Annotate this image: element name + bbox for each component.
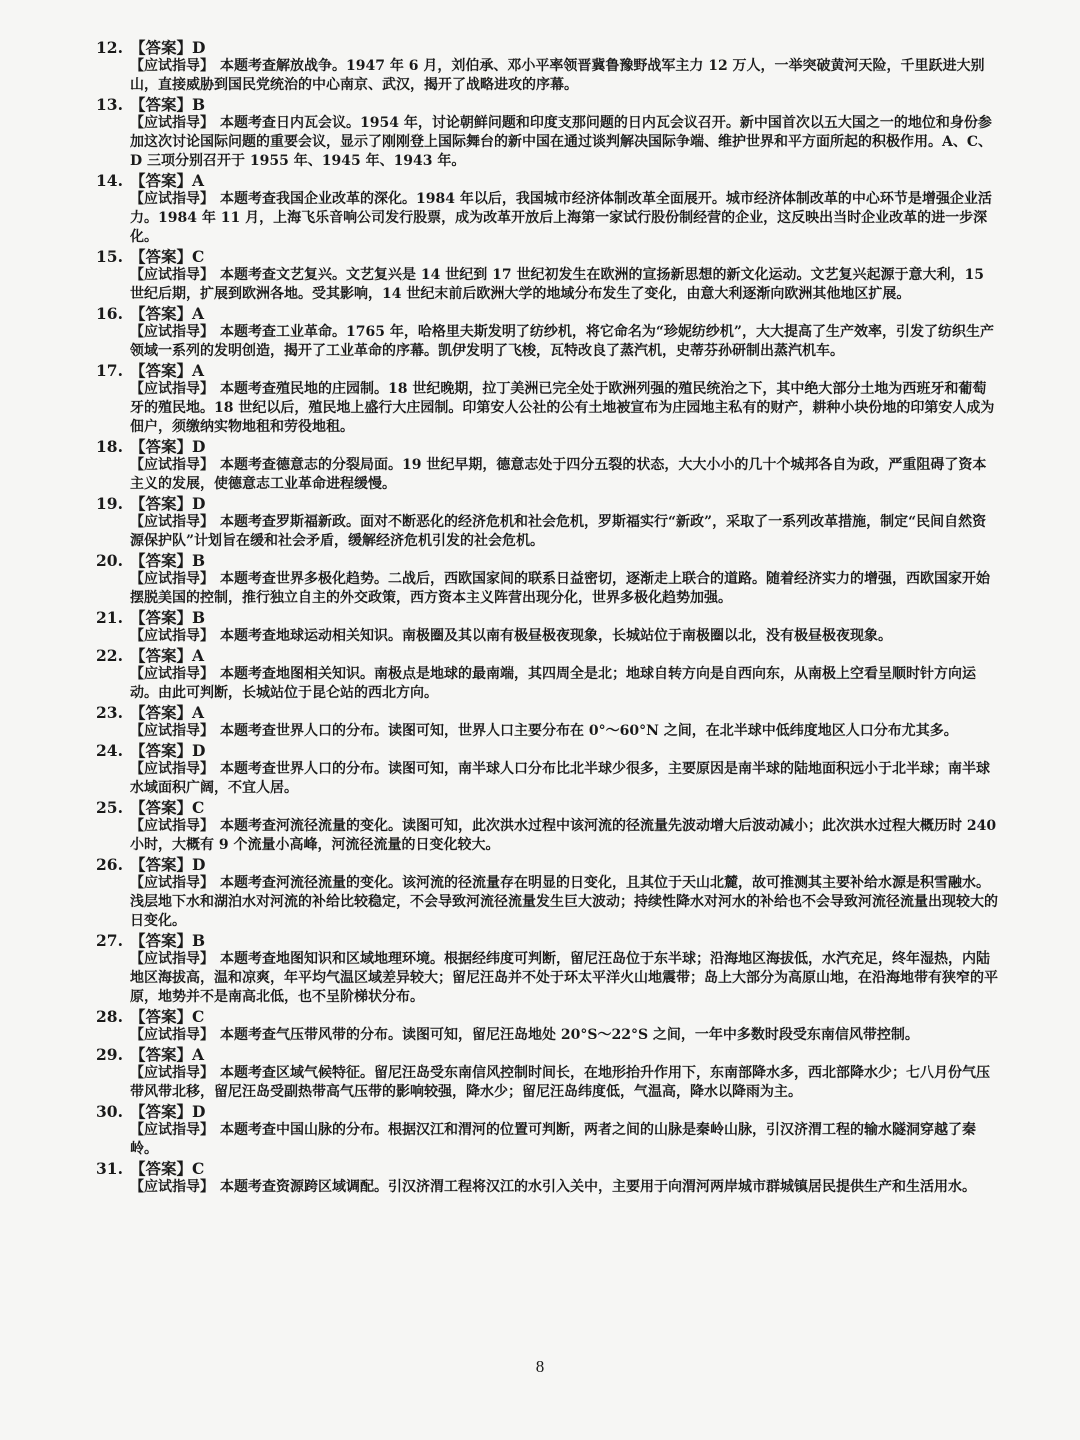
answer-choice: C (192, 247, 205, 266)
guide-label: 【应试指导】 (130, 1179, 214, 1195)
guide-text: 本题考查河流径流量的变化。读图可知，此次洪水过程中该河流的径流量先波动增大后波动减小；此次洪水过程大概历时 240 小时，大概有 9 个流量小高峰，河流径流量的日变化较大。 (130, 818, 997, 853)
answer-item (96, 361, 998, 437)
answer-choice: A (192, 171, 205, 190)
answer-choice: B (192, 608, 206, 627)
question-number: 23. (96, 703, 123, 722)
guide-label: 【应试指导】 (130, 1065, 214, 1081)
guide-paragraph (96, 665, 998, 703)
answer-item (96, 798, 998, 855)
answer-choice: A (192, 1045, 205, 1064)
question-number: 17. (96, 361, 123, 380)
page-number: 8 (535, 1357, 545, 1376)
guide-label: 【应试指导】 (130, 514, 214, 530)
guide-label: 【应试指导】 (130, 723, 214, 739)
answer-label: 【答案】 (130, 1007, 193, 1026)
question-number: 26. (96, 855, 123, 874)
question-number: 15. (96, 247, 123, 266)
answer-item (96, 1159, 998, 1197)
answer-choice: A (192, 361, 205, 380)
answer-label: 【答案】 (130, 703, 193, 722)
guide-paragraph (96, 1026, 998, 1045)
guide-text: 本题考查世界人口的分布。读图可知，世界人口主要分布在 0°～60°N 之间，在北半球中低纬度地区人口分布尤其多。 (220, 723, 958, 739)
answer-line (96, 855, 998, 874)
guide-text: 本题考查罗斯福新政。面对不断恶化的经济危机和社会危机，罗斯福实行“新政”，采取了一系列改革措施，制定“民间自然资源保护队”计划旨在缓和社会矛盾，缓解经济危机引发的社会危机。 (130, 514, 987, 549)
guide-text: 本题考查中国山脉的分布。根据汉江和渭河的位置可判断，两者之间的山脉是秦岭山脉，引汉济渭工程的输水隧洞穿越了秦岭。 (130, 1122, 976, 1157)
guide-text: 本题考查日内瓦会议。1954 年，讨论朝鲜问题和印度支那问题的日内瓦会议召开。新中国首次以五大国之一的地位和身份参加这次讨论国际问题的重要会议，显示了刚刚登上国际舞台的新中国在通过谈判解决国际争端、维护世界和平方面所起的积极作用。A、C、D 三项分别召开于 1955 年、1945 年、1943 年。 (130, 115, 993, 169)
guide-text: 本题考查世界人口的分布。读图可知，南半球人口分布比北半球少很多，主要原因是南半球的陆地面积远小于北半球；南半球水域面积广阔，不宜人居。 (130, 761, 990, 796)
guide-text: 本题考查工业革命。1765 年，哈格里夫斯发明了纺纱机，将它命名为“珍妮纺纱机”，大大提高了生产效率，引发了纺织生产领域一系列的发明创造，揭开了工业革命的序幕。凯伊发明了飞梭，瓦特改良了蒸汽机，史蒂芬孙研制出蒸汽机车。 (130, 324, 994, 359)
guide-label: 【应试指导】 (130, 1027, 214, 1043)
answer-choice: A (192, 304, 205, 323)
guide-paragraph (96, 570, 998, 608)
guide-label: 【应试指导】 (130, 115, 214, 131)
guide-paragraph (96, 760, 998, 798)
answer-label: 【答案】 (130, 361, 193, 380)
answer-item (96, 247, 998, 304)
answer-choice: B (192, 931, 206, 950)
guide-text: 本题考查气压带风带的分布。读图可知，留尼汪岛地处 20°S～22°S 之间，一年中多数时段受东南信风带控制。 (220, 1027, 919, 1043)
guide-paragraph (96, 1178, 998, 1197)
answer-label: 【答案】 (130, 95, 193, 114)
guide-text: 本题考查我国企业改革的深化。1984 年以后，我国城市经济体制改革全面展开。城市经济体制改革的中心环节是增强企业活力。1984 年 11 月，上海飞乐音响公司发行股票，成为改革开放后上海第一家试行股份制经营的企业，这反映出当时企业改革的进一步深化。 (130, 191, 992, 245)
answer-line (96, 494, 998, 513)
guide-text: 本题考查地球运动相关知识。南极圈及其以南有极昼极夜现象，长城站位于南极圈以北，没有极昼极夜现象。 (220, 628, 892, 644)
guide-label: 【应试指导】 (130, 381, 214, 397)
guide-label: 【应试指导】 (130, 58, 214, 74)
guide-label: 【应试指导】 (130, 324, 214, 340)
guide-text: 本题考查地图知识和区域地理环境。根据经纬度可判断，留尼汪岛位于东半球；沿海地区海拔低，水汽充足，终年湿热，内陆地区海拔高，温和凉爽，年平均气温区域差异较大；留尼汪岛并不处于环太平洋火山地震带；岛上大部分为高原山地，在沿海地带有狭窄的平原，地势并不是南高北低，也不呈阶梯状分布。 (130, 951, 998, 1005)
guide-text: 本题考查文艺复兴。文艺复兴是 14 世纪到 17 世纪初发生在欧洲的宣扬新思想的新文化运动。文艺复兴起源于意大利，15 世纪后期，扩展到欧洲各地。受其影响，14 世纪末前后欧洲大学的地域分布发生了变化，由意大利逐渐向欧洲其他地区扩展。 (130, 267, 984, 302)
answer-label: 【答案】 (130, 608, 193, 627)
answer-item (96, 304, 998, 361)
answer-item (96, 1007, 998, 1045)
guide-paragraph (96, 190, 998, 247)
question-number: 30. (96, 1102, 123, 1121)
guide-text: 本题考查区域气候特征。留尼汪岛受东南信风控制时间长，在地形抬升作用下，东南部降水多，西北部降水少；七八月份气压带风带北移，留尼汪岛受副热带高气压带的影响较强，降水少；留尼汪岛纬度低，气温高，降水以降雨为主。 (130, 1065, 990, 1100)
answer-line (96, 551, 998, 570)
guide-paragraph (96, 627, 998, 646)
guide-text: 本题考查殖民地的庄园制。18 世纪晚期，拉丁美洲已完全处于欧洲列强的殖民统治之下，其中绝大部分土地为西班牙和葡萄牙的殖民地。18 世纪以后，殖民地上盛行大庄园制。印第安人公社的公有土地被宣布为庄园地主私有的财产，耕种小块份地的印第安人成为佃户，须缴纳实物地租和劳役地租。 (130, 381, 995, 435)
answer-line (96, 171, 998, 190)
answer-label: 【答案】 (130, 855, 193, 874)
answer-choice: D (192, 494, 206, 513)
question-number: 25. (96, 798, 123, 817)
guide-label: 【应试指导】 (130, 818, 214, 834)
answer-item (96, 437, 998, 494)
answer-line (96, 1045, 998, 1064)
answer-choice: B (192, 95, 206, 114)
answer-label: 【答案】 (130, 304, 193, 323)
answer-choice: C (192, 798, 205, 817)
guide-paragraph (96, 1121, 998, 1159)
answer-item (96, 1045, 998, 1102)
answer-label: 【答案】 (130, 551, 193, 570)
guide-paragraph (96, 722, 998, 741)
question-number: 29. (96, 1045, 123, 1064)
answer-list (96, 38, 998, 1197)
answer-item (96, 741, 998, 798)
guide-label: 【应试指导】 (130, 1122, 214, 1138)
answer-item (96, 38, 998, 95)
guide-paragraph (96, 380, 998, 437)
answer-item (96, 703, 998, 741)
answer-item (96, 494, 998, 551)
answer-choice: C (192, 1159, 205, 1178)
guide-label: 【应试指导】 (130, 571, 214, 587)
question-number: 14. (96, 171, 123, 190)
answer-item (96, 931, 998, 1007)
answer-choice: D (192, 437, 206, 456)
answer-choice: D (192, 741, 206, 760)
answer-line (96, 361, 998, 380)
guide-text: 本题考查资源跨区域调配。引汉济渭工程将汉江的水引入关中，主要用于向渭河两岸城市群城镇居民提供生产和生活用水。 (220, 1179, 976, 1195)
guide-label: 【应试指导】 (130, 628, 214, 644)
answer-line (96, 608, 998, 627)
question-number: 24. (96, 741, 123, 760)
guide-label: 【应试指导】 (130, 666, 214, 682)
question-number: 27. (96, 931, 123, 950)
answer-line (96, 931, 998, 950)
guide-label: 【应试指导】 (130, 267, 214, 283)
answer-choice: A (192, 646, 205, 665)
answer-choice: A (192, 703, 205, 722)
answer-label: 【答案】 (130, 171, 193, 190)
answer-label: 【答案】 (130, 247, 193, 266)
answer-item (96, 855, 998, 931)
answer-label: 【答案】 (130, 494, 193, 513)
guide-paragraph (96, 950, 998, 1007)
answer-item (96, 646, 998, 703)
answer-line (96, 741, 998, 760)
answer-label: 【答案】 (130, 798, 193, 817)
answer-item (96, 171, 998, 247)
answer-label: 【答案】 (130, 931, 193, 950)
guide-label: 【应试指导】 (130, 951, 214, 967)
guide-text: 本题考查地图相关知识。南极点是地球的最南端，其四周全是北；地球自转方向是自西向东，从南极上空看呈顺时针方向运动。由此可判断，长城站位于昆仑站的西北方向。 (130, 666, 976, 701)
question-number: 19. (96, 494, 123, 513)
guide-paragraph (96, 266, 998, 304)
question-number: 16. (96, 304, 123, 323)
question-number: 21. (96, 608, 123, 627)
guide-paragraph (96, 874, 998, 931)
guide-label: 【应试指导】 (130, 875, 214, 891)
guide-label: 【应试指导】 (130, 191, 214, 207)
guide-paragraph (96, 1064, 998, 1102)
question-number: 12. (96, 38, 123, 57)
answer-line (96, 1007, 998, 1026)
answer-choice: D (192, 855, 206, 874)
answer-label: 【答案】 (130, 646, 193, 665)
answer-item (96, 608, 998, 646)
answer-line (96, 304, 998, 323)
answer-label: 【答案】 (130, 437, 193, 456)
question-number: 22. (96, 646, 123, 665)
answer-choice: B (192, 551, 206, 570)
question-number: 28. (96, 1007, 123, 1026)
answer-choice: D (192, 38, 206, 57)
answer-label: 【答案】 (130, 1102, 193, 1121)
question-number: 13. (96, 95, 123, 114)
guide-paragraph (96, 323, 998, 361)
answer-line (96, 247, 998, 266)
answer-label: 【答案】 (130, 1045, 193, 1064)
question-number: 20. (96, 551, 123, 570)
answer-line (96, 646, 998, 665)
answer-item (96, 551, 998, 608)
answer-item (96, 95, 998, 171)
question-number: 31. (96, 1159, 123, 1178)
answer-label: 【答案】 (130, 1159, 193, 1178)
guide-paragraph (96, 456, 998, 494)
guide-text: 本题考查德意志的分裂局面。19 世纪早期，德意志处于四分五裂的状态，大大小小的几十个城邦各自为政，严重阻碍了资本主义的发展，使德意志工业革命进程缓慢。 (130, 457, 987, 492)
answer-line (96, 1159, 998, 1178)
guide-text: 本题考查世界多极化趋势。二战后，西欧国家间的联系日益密切，逐渐走上联合的道路。随着经济实力的增强，西欧国家开始摆脱美国的控制，推行独立自主的外交政策，西方资本主义阵营出现分化，世界多极化趋势加强。 (130, 571, 990, 606)
answer-label: 【答案】 (130, 741, 193, 760)
question-number: 18. (96, 437, 123, 456)
answer-line (96, 38, 998, 57)
guide-paragraph (96, 57, 998, 95)
answer-item (96, 1102, 998, 1159)
guide-text: 本题考查解放战争。1947 年 6 月，刘伯承、邓小平率领晋冀鲁豫野战军主力 12 万人，一举突破黄河天险，千里跃进大别山，直接威胁到国民党统治的中心南京、武汉，揭开了战略进攻的序幕。 (130, 58, 985, 93)
guide-label: 【应试指导】 (130, 457, 214, 473)
answer-line (96, 1102, 998, 1121)
answer-line (96, 703, 998, 722)
answer-label: 【答案】 (130, 38, 193, 57)
guide-text: 本题考查河流径流量的变化。该河流的径流量存在明显的日变化，且其位于天山北麓，故可推测其主要补给水源是积雪融水。浅层地下水和湖泊水对河流的补给比较稳定，不会导致河流径流量发生巨大波动；持续性降水对河水的补给也不会导致河流径流量出现较大的日变化。 (130, 875, 998, 929)
guide-paragraph (96, 114, 998, 171)
guide-paragraph (96, 513, 998, 551)
answer-choice: D (192, 1102, 206, 1121)
guide-paragraph (96, 817, 998, 855)
answer-line (96, 437, 998, 456)
answer-choice: C (192, 1007, 205, 1026)
guide-label: 【应试指导】 (130, 761, 214, 777)
answer-line (96, 798, 998, 817)
answer-line (96, 95, 998, 114)
